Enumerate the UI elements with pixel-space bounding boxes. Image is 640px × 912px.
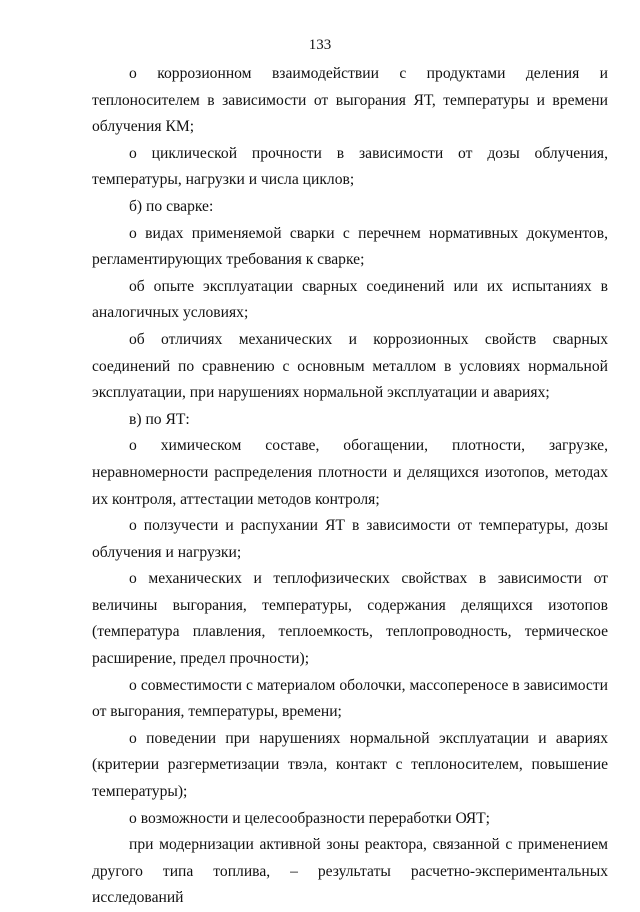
- paragraph-chemical-composition: о химическом составе, обогащении, плотности, загрузке, неравномерности распределения плотности и делящихся изотопов, методах их контроля, аттестации методов контроля;: [92, 437, 608, 508]
- body-text: [92, 61, 608, 912]
- paragraph-spent-fuel-reprocessing: о возможности и целесообразности переработки ОЯТ;: [129, 809, 490, 827]
- page-number: 133: [308, 37, 332, 53]
- paragraph-cladding-compatibility: о совместимости с материалом оболочки, массопереносе в зависимости от выгорания, температуры, времени;: [92, 676, 608, 721]
- paragraph-accident-behavior: о поведении при нарушениях нормальной эксплуатации и авариях (критерии разгерметизации твэла, контакт с теплоносителем, повышение температуры);: [92, 729, 608, 801]
- paragraph-cyclic-strength: о циклической прочности в зависимости от дозы облучения, температуры, нагрузки и числа циклов;: [92, 144, 608, 189]
- paragraph-welding-types: о видах применяемой сварки с перечнем нормативных документов, регламентирующих требования к сварке;: [92, 224, 608, 269]
- paragraph-core-modernization: при модернизации активной зоны реактора, связанной с применением другого типа топлива, – результаты расчетно-экспериментальных исследований: [92, 836, 608, 907]
- paragraph-creep-swelling: о ползучести и распухании ЯТ в зависимости от температуры, дозы облучения и нагрузки;: [92, 517, 608, 561]
- paragraph-corrosion-interaction: о коррозионном взаимодействии с продуктами деления и теплоносителем в зависимости от выгорания ЯТ, температуры и времени облучения КМ;: [92, 65, 608, 136]
- paragraph-mechanical-properties: о механических и теплофизических свойствах в зависимости от величины выгорания, температуры, содержания делящихся изотопов (температура плавления, теплоемкость, теплопроводность, термическое расширение, предел прочности);: [92, 570, 608, 668]
- paragraph-welding-experience: об опыте эксплуатации сварных соединений или их испытаниях в аналогичных условиях;: [92, 277, 608, 322]
- paragraph-heading-welding: б) по сварке:: [129, 197, 214, 215]
- paragraph-heading-nuclear-fuel: в) по ЯТ:: [129, 410, 190, 428]
- paragraph-welding-differences: об отличиях механических и коррозионных свойств сварных соединений по сравнению с основным металлом в условиях нормальной эксплуатации, при нарушениях нормальной эксплуатации и авариях;: [92, 330, 608, 402]
